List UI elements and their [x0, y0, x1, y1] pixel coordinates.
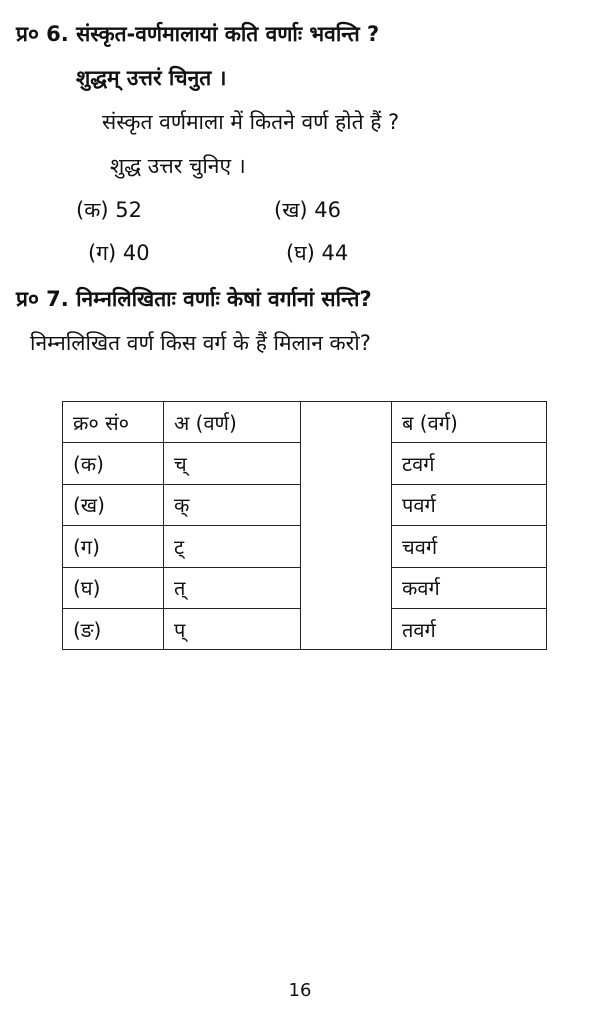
header-column-a: अ (वर्ण) [164, 402, 301, 443]
q6-question-hindi: संस्कृत वर्णमाला में कितने वर्ण होते हैं ? [102, 110, 400, 134]
row-serial: (घ) [63, 567, 164, 608]
q6-option-b [274, 196, 341, 224]
q7-heading: प्र० 7. निम्नलिखिताः वर्णाः केषां वर्गानां सन्ति? [16, 287, 372, 311]
header-column-b: ब (वर्ग) [392, 402, 547, 443]
row-letter: क् [164, 484, 301, 525]
option-value: 44 [321, 241, 349, 265]
q6-option-d [286, 239, 348, 267]
q6-heading: प्र० 6. संस्कृत-वर्णमालायां कति वर्णाः भवन्ति ? [16, 22, 380, 46]
option-label: (क) [76, 198, 109, 222]
row-letter: च् [164, 443, 301, 484]
row-group: चवर्ग [392, 526, 547, 567]
row-serial: (ख) [63, 484, 164, 525]
row-serial: (ग) [63, 526, 164, 567]
option-value: 52 [115, 198, 142, 222]
match-table [62, 401, 547, 650]
page-number: 16 [288, 980, 312, 1001]
row-serial: (क) [63, 443, 164, 484]
row-group: तवर्ग [392, 608, 547, 649]
blank-gap-column [301, 402, 392, 650]
option-label: (घ) [286, 241, 315, 265]
option-label: (ख) [274, 198, 308, 222]
row-letter: ट् [164, 526, 301, 567]
row-group: पवर्ग [392, 484, 547, 525]
row-group: टवर्ग [392, 443, 547, 484]
option-value: 40 [122, 241, 150, 265]
q6-instruction-hindi: शुद्ध उत्तर चुनिए । [110, 154, 246, 178]
q6-instruction-sanskrit: शुद्धम् उत्तरं चिनुत । [76, 66, 227, 90]
table-header-row [63, 402, 547, 443]
row-group: कवर्ग [392, 567, 547, 608]
row-letter: प् [164, 608, 301, 649]
q7-question-hindi: निम्नलिखित वर्ण किस वर्ग के हैं मिलान करो? [30, 331, 371, 355]
row-serial: (ङ) [63, 608, 164, 649]
q6-option-a [76, 196, 142, 224]
q6-option-c [88, 239, 150, 267]
option-value: 46 [314, 198, 341, 222]
row-letter: त् [164, 567, 301, 608]
option-label: (ग) [88, 241, 117, 265]
header-serial: क्र० सं० [63, 402, 164, 443]
